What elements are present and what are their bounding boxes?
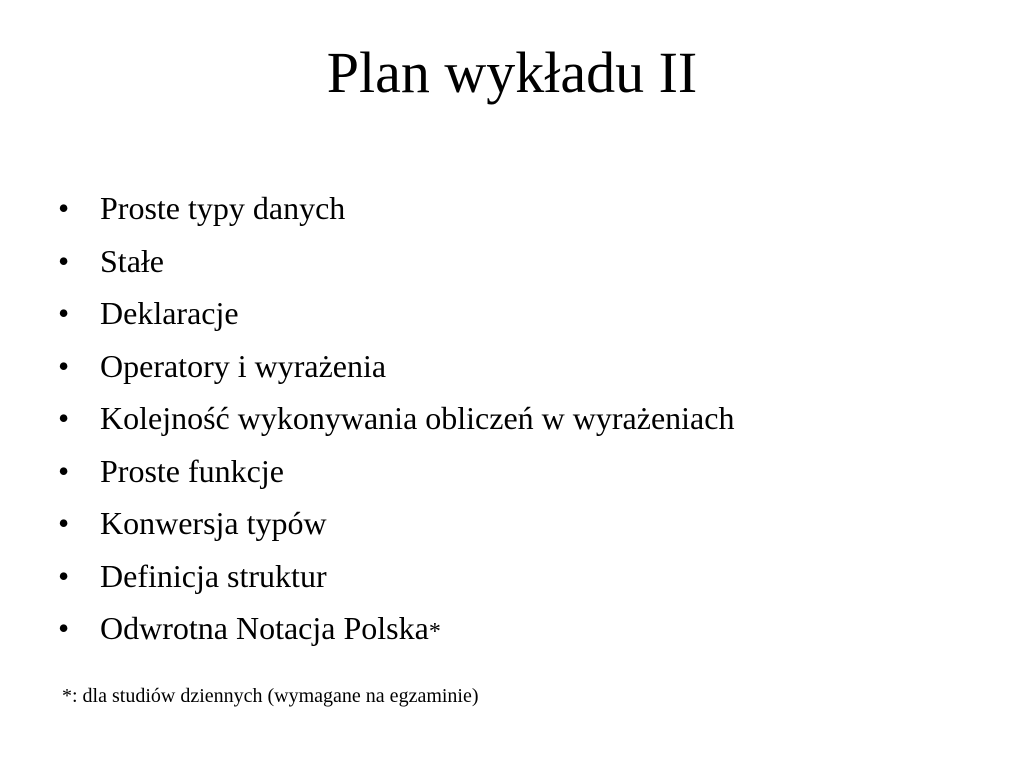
bullet-text: Operatory i wyrażenia: [100, 347, 387, 384]
bullet-text: Definicja struktur: [100, 557, 327, 594]
bullet-icon: •: [58, 295, 70, 331]
bullet-icon: •: [58, 400, 70, 436]
bullet-list: [58, 182, 734, 659]
bullet-item: [58, 602, 734, 659]
bullet-item: [58, 392, 734, 445]
bullet-text: Konwersja typów: [100, 505, 327, 541]
bullet-icon: •: [58, 347, 70, 384]
bullet-item: [58, 340, 734, 393]
bullet-icon: •: [58, 505, 70, 541]
bullet-text: Proste typy danych: [100, 190, 346, 226]
bullet-icon: •: [58, 610, 70, 646]
bullet-icon: •: [58, 452, 70, 489]
bullet-icon: •: [58, 557, 70, 594]
bullet-icon: •: [58, 242, 70, 279]
bullet-text: Deklaracje: [100, 295, 239, 331]
footnote: *: dla studiów dziennych (wymagane na egzaminie): [62, 685, 479, 707]
bullet-item: [58, 550, 734, 603]
bullet-icon: •: [58, 190, 70, 226]
bullet-text: Odwrotna Notacja Polska: [100, 610, 429, 646]
bullet-item: [58, 287, 734, 340]
footnote-marker: *: [428, 619, 441, 645]
bullet-item: [58, 182, 734, 235]
bullet-item: [58, 235, 734, 288]
slide-title: Plan wykładu II: [326, 40, 698, 105]
bullet-item: [58, 497, 734, 550]
bullet-text: Stałe: [100, 242, 164, 279]
bullet-item: [58, 445, 734, 498]
bullet-text: Kolejność wykonywania obliczeń w wyrażeniach: [100, 400, 735, 436]
bullet-text: Proste funkcje: [100, 452, 284, 489]
